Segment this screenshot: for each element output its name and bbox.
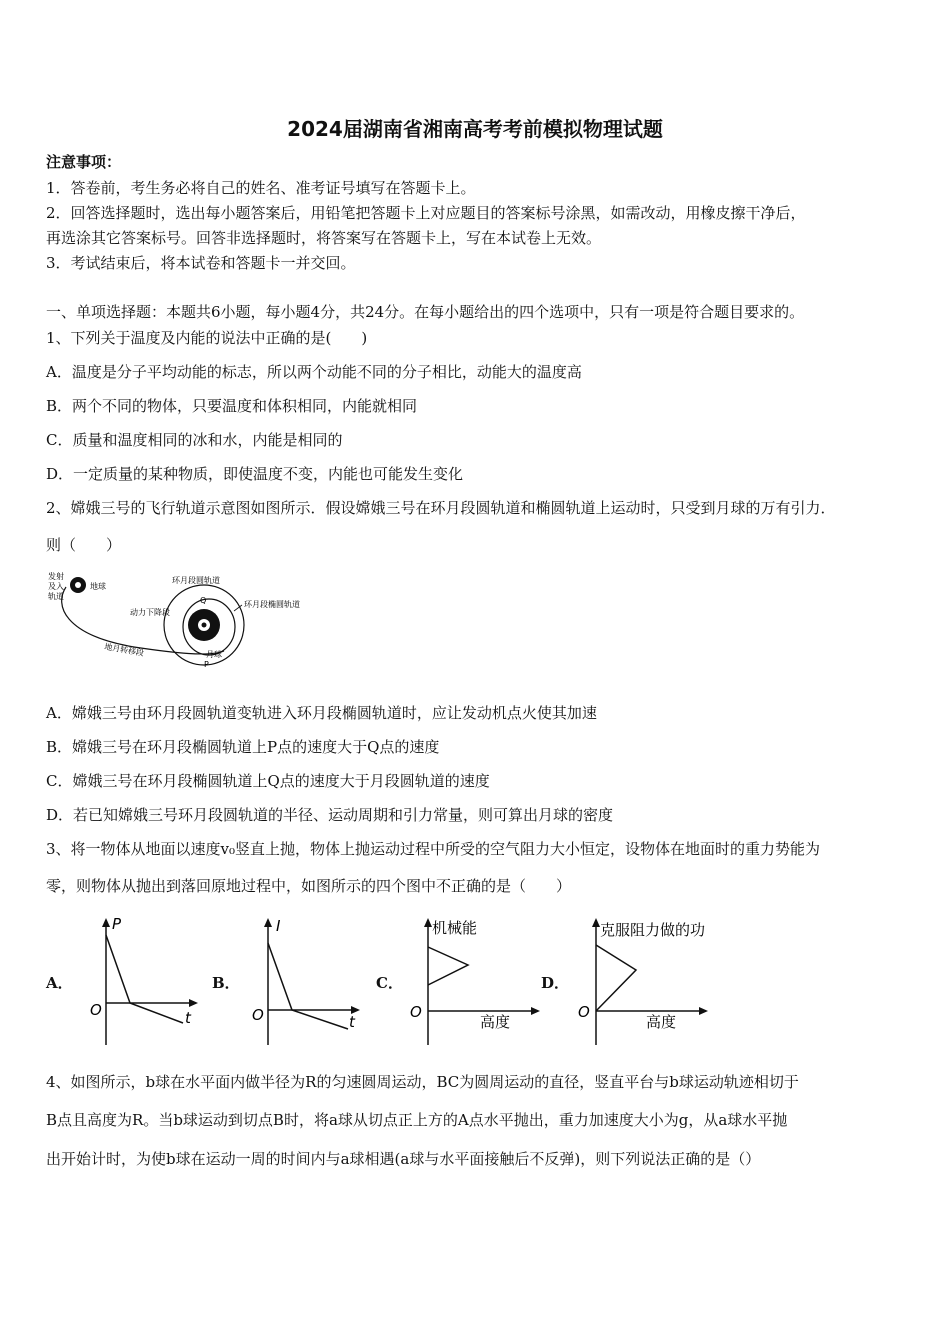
graph-a-ylabel: P: [112, 915, 122, 933]
graph-d-origin: O: [578, 1003, 590, 1021]
q3-stem: 3、将一物体从地面以速度v₀竖直上抛，物体上抛运动过程中所受的空气阻力大小恒定，设物体在地面时的重力势能为: [46, 840, 821, 858]
section-heading: 一、单项选择题：本题共6小题，每小题4分，共24分。在每小题给出的四个选项中，只有一项是符合题目要求的。: [46, 303, 805, 321]
notice-heading: 注意事项：: [46, 153, 122, 171]
fig-label-launch: 发射: [48, 572, 64, 581]
notice-item: 再选涂其它答案标号。回答非选择题时，将答案写在答题卡上，写在本试卷上无效。: [46, 229, 602, 247]
graph-c-origin: O: [410, 1003, 422, 1021]
graph-d: [576, 915, 736, 1050]
graph-a-curve: [106, 935, 183, 1023]
graph-b-origin: O: [252, 1006, 264, 1024]
fig-label-transfer: 地月转移段: [103, 642, 145, 658]
q2-option-d: D．若已知嫦娥三号环月段圆轨道的半径、运动周期和引力常量，则可算出月球的密度: [46, 806, 614, 824]
q3-label-b: B．: [212, 974, 240, 992]
fig-label-p: P: [204, 660, 209, 669]
fig-label-ellipse-orbit: 环月段椭圆轨道: [244, 600, 300, 609]
q2-option-b: B．嫦娥三号在环月段椭圆轨道上P点的速度大于Q点的速度: [46, 738, 440, 756]
fig-label-q: Q: [200, 596, 207, 605]
fig-label-descent: 动力下降段: [130, 608, 170, 617]
graph-d-ylabel: 克服阻力做的功: [600, 921, 706, 939]
q2-option-a: A．嫦娥三号由环月段圆轨道变轨进入环月段椭圆轨道时，应让发动机点火使其加速: [46, 704, 597, 722]
notice-item: 1．答卷前，考生务必将自己的姓名、准考证号填写在答题卡上。: [46, 179, 476, 197]
q2-stem-cont: 则（ ）: [46, 536, 122, 554]
q1-option-d: D．一定质量的某种物质，即使温度不变，内能也可能发生变化: [46, 465, 464, 483]
graph-b-curve: [268, 943, 348, 1029]
graph-b-ylabel: I: [276, 917, 281, 935]
fig-label-orbit: 轨道: [48, 592, 64, 601]
q3-label-d: D．: [541, 974, 570, 992]
q2-option-c: C．嫦娥三号在环月段椭圆轨道上Q点的速度大于月段圆轨道的速度: [46, 772, 490, 790]
q4-line: 4、如图所示，b球在水平面内做半径为R的匀速圆周运动，BC为圆周运动的直径，竖直平台与b球运动轨迹相切于: [46, 1073, 799, 1091]
q2-stem: 2、嫦娥三号的飞行轨道示意图如图所示．假设嫦娥三号在环月段圆轨道和椭圆轨道上运动时，只受到月球的万有引力．: [46, 499, 836, 517]
fig-label-enter: 及入: [48, 582, 64, 591]
q3-label-a: A．: [46, 974, 73, 992]
notice-item: 3．考试结束后，将本试卷和答题卡一并交回。: [46, 254, 356, 272]
graph-c-ylabel: 机械能: [432, 919, 478, 937]
q1-stem: 1、下列关于温度及内能的说法中正确的是( ): [46, 329, 368, 347]
graph-b-xlabel: t: [349, 1013, 355, 1031]
fig-label-circle-orbit: 环月段圆轨道: [172, 576, 220, 585]
page-title: 2024届湖南省湘南高考考前模拟物理试题: [287, 117, 663, 141]
q1-option-c: C．质量和温度相同的冰和水，内能是相同的: [46, 431, 343, 449]
fig-label-moon: 月球: [206, 650, 222, 659]
graph-c-xlabel: 高度: [480, 1013, 511, 1031]
q3-label-c: C．: [376, 974, 403, 992]
q1-option-a: A．温度是分子平均动能的标志，所以两个动能不同的分子相比，动能大的温度高: [46, 363, 582, 381]
fig-label-earth: 地球: [90, 582, 106, 591]
q4-line: 出开始计时，为使b球在运动一周的时间内与a球相遇(a球与水平面接触后不反弹)，则下列说法正确的是（）: [46, 1150, 761, 1168]
graph-c: [408, 915, 548, 1050]
graph-c-curve: [428, 947, 468, 985]
graph-d-xlabel: 高度: [646, 1013, 677, 1031]
graph-a-origin: O: [90, 1001, 102, 1019]
q4-line: B点且高度为R。当b球运动到切点B时，将a球从切点正上方的A点水平抛出，重力加速度大小为g，从a球水平抛: [46, 1111, 788, 1129]
q3-stem-cont: 零，则物体从抛出到落回原地过程中，如图所示的四个图中不正确的是（ ）: [46, 877, 572, 895]
graph-d-curve: [596, 945, 636, 1011]
notice-item: 2．回答选择题时，选出每小题答案后，用铅笔把答题卡上对应题目的答案标号涂黑，如需改动，用橡皮擦干净后，: [46, 204, 806, 222]
graph-a: [88, 915, 203, 1050]
orbit-diagram: [44, 565, 314, 675]
graph-b: [250, 915, 365, 1050]
graph-a-xlabel: t: [185, 1009, 191, 1027]
q1-option-b: B．两个不同的物体，只要温度和体积相同，内能就相同: [46, 397, 418, 415]
